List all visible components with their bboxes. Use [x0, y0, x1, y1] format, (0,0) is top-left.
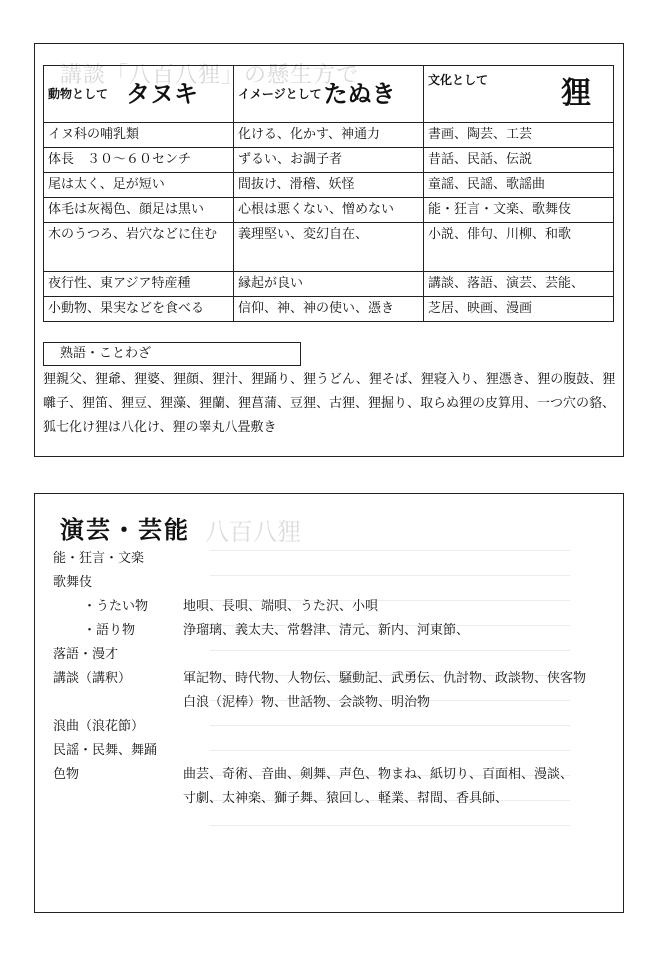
- list-item: [53, 547, 623, 571]
- list-item-label: ・語り物: [83, 623, 136, 638]
- table-cell: 義理堅い、変幻自在、: [234, 223, 424, 272]
- table-cell: 芝居、映画、漫画: [424, 297, 614, 322]
- list-item: [53, 595, 623, 619]
- table-row: [44, 148, 614, 173]
- table-cell: 心根は悪くない、憎めない: [234, 198, 424, 223]
- proverb-heading: 熟語・ことわざ: [43, 342, 301, 366]
- table-cell: 小説、俳句、川柳、和歌: [424, 223, 614, 272]
- table-cell: 木のうつろ、岩穴などに住む: [44, 223, 234, 272]
- header-animal-title: タヌキ: [126, 79, 199, 108]
- table-row: [44, 272, 614, 297]
- header-image: [234, 66, 424, 123]
- list-item: [53, 763, 623, 787]
- table-cell: 化ける、化かす、神通力: [234, 123, 424, 148]
- list-item-label: ・うたい物: [83, 599, 149, 614]
- table-cell: イヌ科の哺乳類: [44, 123, 234, 148]
- table-cell: 体長 ３０～６０センチ: [44, 148, 234, 173]
- section-title: 演芸・芸能: [60, 516, 190, 544]
- table-row: [44, 123, 614, 148]
- list-item: [53, 787, 623, 811]
- performing-arts-list: [53, 547, 623, 811]
- header-animal: [44, 66, 234, 123]
- list-item-label: 浪曲（浪花節）: [53, 719, 145, 734]
- list-item-value: 浄瑠璃、義太夫、常磐津、清元、新内、河東節、: [183, 623, 470, 638]
- table-cell: 夜行性、東アジア特産種: [44, 272, 234, 297]
- table-cell: ずるい、お調子者: [234, 148, 424, 173]
- table-cell: 書画、陶芸、工芸: [424, 123, 614, 148]
- list-item-label: 色物: [53, 767, 80, 782]
- list-item-value: 曲芸、奇術、音曲、剣舞、声色、物まね、紙切り、百面相、漫談、: [183, 767, 574, 782]
- list-item-value: 白浪（泥棒）物、世話物、会談物、明治物: [183, 695, 431, 710]
- list-item-value: 寸劇、太神楽、獅子舞、猿回し、軽業、幇間、香具師、: [183, 791, 509, 806]
- table-row: [44, 297, 614, 322]
- comparison-table: [43, 65, 614, 322]
- list-item-value: 地唄、長唄、端唄、うた沢、小唄: [183, 599, 379, 614]
- table-cell: 縁起が良い: [234, 272, 424, 297]
- list-item: [53, 739, 623, 763]
- list-item-label: 落語・漫才: [53, 647, 119, 662]
- list-item-label: 歌舞伎: [53, 575, 93, 590]
- table-cell: 尾は太く、足が短い: [44, 173, 234, 198]
- faint-background-heading: 八百八狸: [205, 518, 301, 546]
- table-cell: 能・狂言・文楽、歌舞伎: [424, 198, 614, 223]
- table-header-row: [44, 66, 614, 123]
- list-item-label: 能・狂言・文楽: [53, 551, 145, 566]
- list-item-label: 講談（講釈）: [53, 671, 132, 686]
- list-item-label: 民謡・民舞、舞踊: [53, 743, 158, 758]
- header-culture-title: 狸: [561, 76, 591, 111]
- list-item-value: 軍記物、時代物、人物伝、騒動記、武勇伝、仇討物、政談物、侠客物: [183, 671, 587, 686]
- table-cell: 昔話、民話、伝説: [424, 148, 614, 173]
- table-row: [44, 223, 614, 272]
- header-image-title: たぬき: [323, 79, 396, 108]
- header-culture: [424, 66, 614, 123]
- list-item: [53, 643, 623, 667]
- table-cell: 小動物、果実などを食べる: [44, 297, 234, 322]
- list-item: [53, 619, 623, 643]
- list-item: [53, 715, 623, 739]
- proverb-list: 狸親父、狸爺、狸婆、狸顔、狸汁、狸踊り、狸うどん、狸そば、狸寝入り、狸憑き、狸の腹鼓、狸囃子、狸笛、狸豆、狸藻、狸蘭、狸菖蒲、豆狸、古狸、狸掘り、取らぬ狸の皮算用、一つ穴の貉、狐七化け狸は八化け、狸の睾丸八畳敷き: [43, 372, 616, 435]
- list-item: [53, 691, 623, 715]
- table-cell: 信仰、神、神の使い、憑き: [234, 297, 424, 322]
- table-cell: 間抜け、滑稽、妖怪: [234, 173, 424, 198]
- list-item: [53, 571, 623, 595]
- table-cell: 講談、落語、演芸、芸能、: [424, 272, 614, 297]
- header-image-label: イメージとして: [238, 86, 322, 101]
- table-row: [44, 198, 614, 223]
- faint-background-heading: 講談「八百八狸」の懸生方で: [60, 63, 360, 88]
- list-item: [53, 667, 623, 691]
- table-cell: 体毛は灰褐色、顔足は黒い: [44, 198, 234, 223]
- header-animal-label: 動物として: [48, 86, 109, 101]
- table-row: [44, 173, 614, 198]
- header-culture-label: 文化として: [428, 73, 489, 87]
- table-cell: 童謡、民謡、歌謡曲: [424, 173, 614, 198]
